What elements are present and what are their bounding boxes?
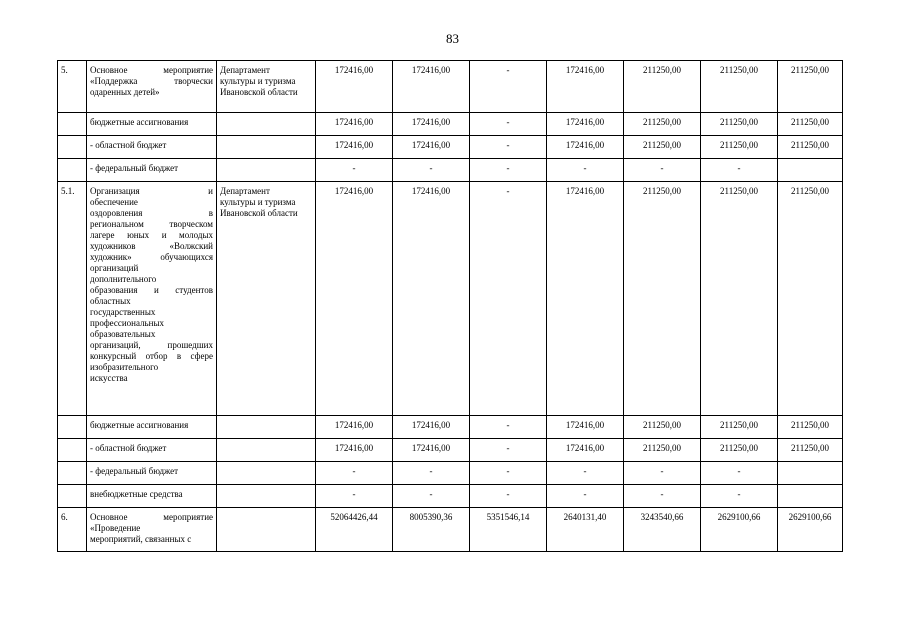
executor (217, 416, 316, 439)
activity-name-line: внебюджетные средства (90, 489, 183, 499)
amount-cell: - (470, 416, 547, 439)
amount-cell: - (393, 485, 470, 508)
activity-name (87, 61, 217, 113)
amount-cell: 3243540,66 (624, 508, 701, 552)
amount-cell: - (547, 462, 624, 485)
table-row (58, 182, 843, 416)
amount-cell: 172416,00 (547, 136, 624, 159)
amount-cell: 172416,00 (547, 113, 624, 136)
amount-cell: 2640131,40 (547, 508, 624, 552)
activity-name-line: региональном творческом (90, 219, 213, 229)
executor-line: культуры и туризма (220, 76, 296, 86)
amount-cell: 211250,00 (778, 61, 843, 113)
amount-cell: 211250,00 (701, 439, 778, 462)
activity-name (87, 182, 217, 416)
row-number (58, 416, 87, 439)
activity-name-line: организаций (90, 263, 139, 273)
amount-cell: 172416,00 (316, 61, 393, 113)
amount-cell: 2629100,66 (778, 508, 843, 552)
amount-cell: 52064426,44 (316, 508, 393, 552)
row-number (58, 462, 87, 485)
executor-line: Ивановской области (220, 87, 298, 97)
amount-cell: - (393, 462, 470, 485)
amount-cell: 211250,00 (778, 136, 843, 159)
activity-name-line: обеспечение (90, 197, 138, 207)
budget-table (57, 60, 843, 552)
amount-cell: 211250,00 (778, 439, 843, 462)
table-row (58, 61, 843, 113)
activity-name (87, 136, 217, 159)
amount-cell: - (701, 159, 778, 182)
executor (217, 439, 316, 462)
table-row (58, 416, 843, 439)
activity-name-line: изобразительного (90, 362, 159, 372)
table-row (58, 439, 843, 462)
activity-name-line: художников «Волжский (90, 241, 213, 251)
amount-cell: 172416,00 (393, 113, 470, 136)
amount-cell: 211250,00 (624, 416, 701, 439)
activity-name-line: бюджетные ассигнования (90, 420, 189, 430)
activity-name-line: художник» обучающихся (90, 252, 213, 262)
amount-cell: 211250,00 (778, 416, 843, 439)
page-number: 83 (446, 31, 459, 46)
amount-cell: 211250,00 (624, 113, 701, 136)
activity-name (87, 416, 217, 439)
amount-cell: - (701, 462, 778, 485)
row-number (58, 136, 87, 159)
amount-cell: - (624, 485, 701, 508)
activity-name-line: - федеральный бюджет (90, 163, 179, 173)
activity-name (87, 159, 217, 182)
amount-cell: 172416,00 (316, 136, 393, 159)
executor-line: Ивановской области (220, 208, 298, 218)
amount-cell: 211250,00 (624, 182, 701, 416)
executor (217, 508, 316, 552)
activity-name-line: оздоровления в (90, 208, 213, 218)
amount-cell: - (316, 485, 393, 508)
amount-cell: 211250,00 (778, 182, 843, 416)
activity-name-line: Организация и (90, 186, 213, 196)
amount-cell: 172416,00 (316, 439, 393, 462)
activity-name-line: мероприятий, связанных с (90, 534, 192, 544)
table-row (58, 508, 843, 552)
amount-cell: 172416,00 (547, 416, 624, 439)
table-row (58, 485, 843, 508)
amount-cell: 211250,00 (701, 136, 778, 159)
activity-name-line: Основное мероприятие (90, 512, 213, 522)
table-body (58, 61, 843, 552)
row-number: 5. (58, 61, 87, 113)
activity-name-line: образовательных (90, 329, 156, 339)
amount-cell (778, 485, 843, 508)
amount-cell: - (316, 159, 393, 182)
activity-name-line: «Проведение (90, 523, 141, 533)
table-row (58, 136, 843, 159)
amount-cell: 172416,00 (316, 416, 393, 439)
amount-cell: 5351546,14 (470, 508, 547, 552)
activity-name-line: - федеральный бюджет (90, 466, 179, 476)
amount-cell (778, 462, 843, 485)
executor-line: Департамент (220, 65, 270, 75)
executor-line: Департамент (220, 186, 270, 196)
amount-cell: - (470, 136, 547, 159)
activity-name (87, 485, 217, 508)
executor (217, 61, 316, 113)
amount-cell: 172416,00 (393, 182, 470, 416)
activity-name-line: лагере юных и молодых (90, 230, 213, 240)
amount-cell (778, 159, 843, 182)
amount-cell: - (470, 159, 547, 182)
amount-cell: 211250,00 (778, 113, 843, 136)
amount-cell: 172416,00 (547, 439, 624, 462)
amount-cell: 172416,00 (547, 182, 624, 416)
activity-name-line: организаций, прошедших (90, 340, 213, 350)
executor (217, 485, 316, 508)
activity-name-line: - областной бюджет (90, 443, 167, 453)
amount-cell: 172416,00 (316, 182, 393, 416)
amount-cell: 172416,00 (393, 61, 470, 113)
executor (217, 159, 316, 182)
activity-name-line: - областной бюджет (90, 140, 167, 150)
amount-cell: - (624, 462, 701, 485)
activity-name-line: конкурсный отбор в сфере (90, 351, 213, 361)
amount-cell: - (470, 182, 547, 416)
executor (217, 462, 316, 485)
amount-cell: 172416,00 (393, 416, 470, 439)
amount-cell: - (547, 485, 624, 508)
activity-name-line: дополнительного (90, 274, 157, 284)
activity-name-line: образования и студентов (90, 285, 213, 295)
amount-cell: - (393, 159, 470, 182)
amount-cell: - (316, 462, 393, 485)
amount-cell: 211250,00 (624, 136, 701, 159)
activity-name-line: профессиональных (90, 318, 165, 328)
activity-name-line: искусства (90, 373, 128, 383)
row-number (58, 113, 87, 136)
amount-cell: - (470, 439, 547, 462)
activity-name (87, 439, 217, 462)
activity-name-line: «Поддержка творчески (90, 76, 213, 86)
executor (217, 136, 316, 159)
executor (217, 113, 316, 136)
activity-name (87, 508, 217, 552)
activity-name-line: областных (90, 296, 131, 306)
amount-cell: - (547, 159, 624, 182)
row-number (58, 485, 87, 508)
amount-cell: 211250,00 (624, 61, 701, 113)
activity-name (87, 113, 217, 136)
amount-cell: - (624, 159, 701, 182)
row-number (58, 439, 87, 462)
table-row (58, 113, 843, 136)
activity-name-line: государственных (90, 307, 156, 317)
row-number (58, 159, 87, 182)
table-row (58, 462, 843, 485)
amount-cell: - (470, 485, 547, 508)
amount-cell: 2629100,66 (701, 508, 778, 552)
amount-cell: - (701, 485, 778, 508)
amount-cell: - (470, 462, 547, 485)
amount-cell: 172416,00 (316, 113, 393, 136)
table-row (58, 159, 843, 182)
activity-name (87, 462, 217, 485)
executor (217, 182, 316, 416)
amount-cell: 211250,00 (701, 113, 778, 136)
amount-cell: 211250,00 (701, 61, 778, 113)
row-number: 6. (58, 508, 87, 552)
amount-cell: 8005390,36 (393, 508, 470, 552)
amount-cell: 172416,00 (393, 439, 470, 462)
amount-cell: 211250,00 (701, 182, 778, 416)
executor-line: культуры и туризма (220, 197, 296, 207)
activity-name-line: Основное мероприятие (90, 65, 213, 75)
row-number: 5.1. (58, 182, 87, 416)
amount-cell: 211250,00 (701, 416, 778, 439)
amount-cell: 211250,00 (624, 439, 701, 462)
amount-cell: - (470, 113, 547, 136)
amount-cell: 172416,00 (393, 136, 470, 159)
amount-cell: - (470, 61, 547, 113)
activity-name-line: одаренных детей» (90, 87, 160, 97)
amount-cell: 172416,00 (547, 61, 624, 113)
activity-name-line: бюджетные ассигнования (90, 117, 189, 127)
